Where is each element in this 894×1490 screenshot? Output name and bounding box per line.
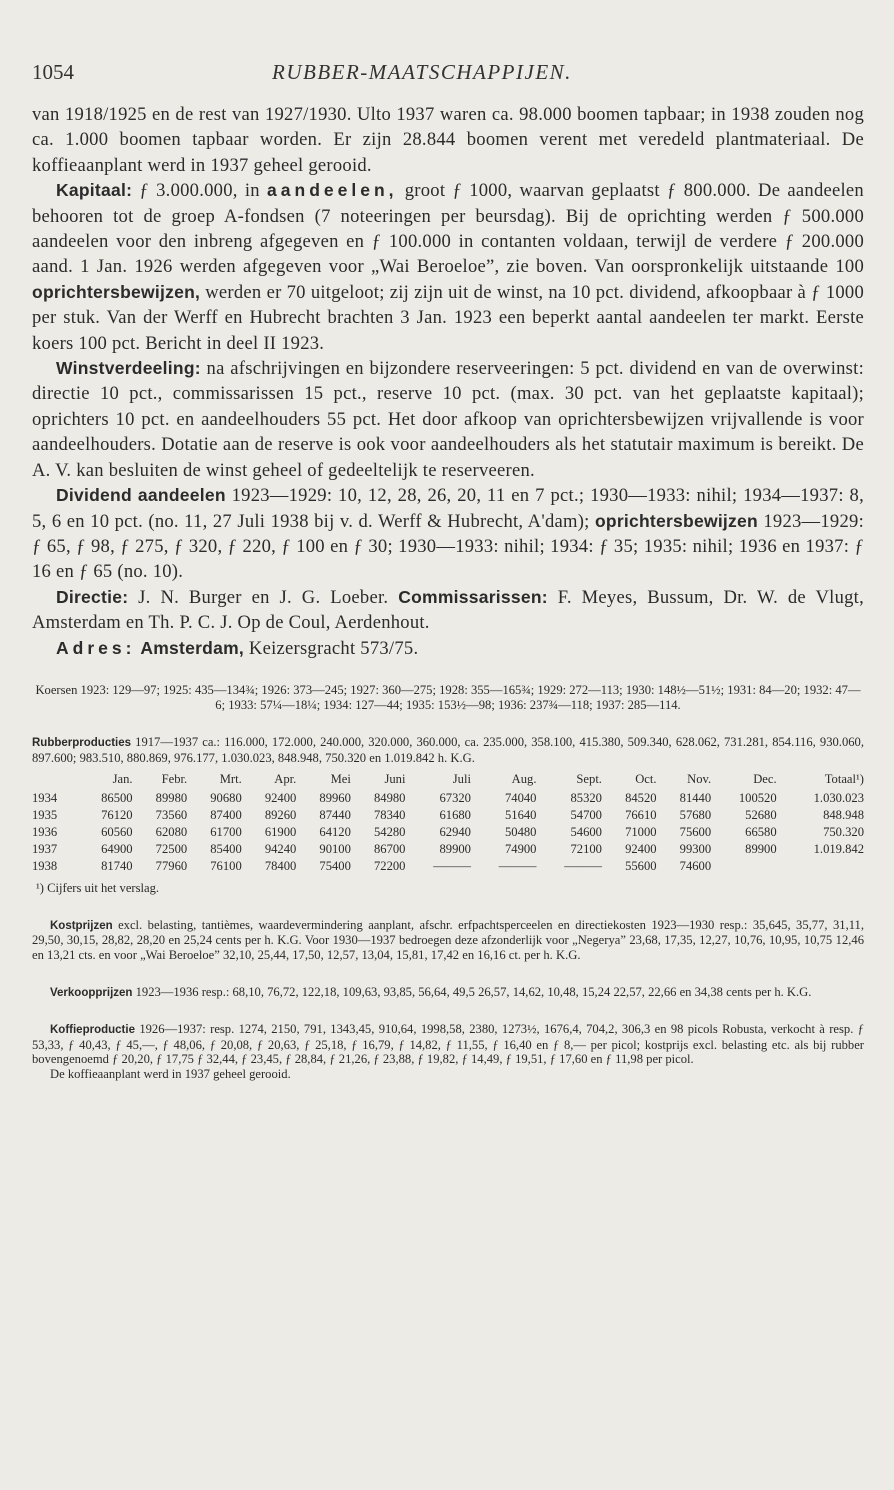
table-cell: 76120	[101, 808, 133, 823]
kapitaal-amount: ƒ 3.000.000, in	[139, 180, 260, 202]
table-row	[32, 790, 864, 807]
table-cell: 71000	[625, 825, 657, 840]
table-cell: 50480	[504, 825, 537, 840]
kapitaal-text: groot ƒ 1000, waarvan geplaatst ƒ 800.000. De aandeelen behooren tot de groep A-fondsen (7 noteeringen per beursdag). Bij de oprichting werden ƒ 500.000 aandeelen voor den inbreng afgegeven en ƒ 100.000 in contanten voldaan, terwijl de verdere ƒ 200.000 aand. 1 Jan. 1926 werden afgegeven voor „Wai Beroeloe”, zie boven. Van oorspronkelijk uitstaande 100	[32, 180, 864, 278]
table-cell: 1934	[32, 791, 58, 806]
table-cell: 1.019.842	[813, 842, 864, 857]
rubber-section	[32, 735, 864, 896]
table-cell: 1937	[32, 842, 58, 857]
kostprijzen-paragraph	[32, 918, 864, 963]
table-cell: 87440	[319, 808, 351, 823]
table-row	[32, 807, 864, 824]
table-cell: 92400	[625, 842, 657, 857]
table-cell: 89260	[264, 808, 297, 823]
table-row	[32, 858, 864, 875]
table-cell: 89900	[439, 842, 471, 857]
table-cell: 99300	[679, 842, 712, 857]
oprichtersbewijzen-label: oprichtersbewijzen,	[32, 281, 201, 302]
table-cell	[777, 858, 864, 875]
table-cell: 54280	[373, 825, 406, 840]
table-cell: 51640	[504, 808, 537, 823]
column-header: Febr.	[161, 772, 188, 787]
winst-label: Winstverdeeling:	[56, 358, 201, 379]
table-cell: 87400	[210, 808, 242, 823]
table-cell: ———	[433, 859, 471, 874]
intro-paragraph: van 1918/1925 en de rest van 1927/1930. Ulto 1937 waren ca. 98.000 boomen tapbaar; in 1938 zouden nog ca. 1.000 boomen tapbaar worden. Er zijn 28.844 boomen verent met veredeld plantmateriaal. De koffieaanplant werd in 1937 geheel gerooid.	[32, 104, 864, 176]
table-cell: 64900	[101, 842, 133, 857]
table-cell: 67320	[439, 791, 471, 806]
table-cell: 73560	[155, 808, 188, 823]
rubber-text: 1917—1937 ca.: 116.000, 172.000, 240.000, 320.000, 360.000, ca. 235.000, 358.100, 415.380, 509.340, 628.062, 731.281, 854.116, 930.060, 897.600; 983.510, 880.869, 976.177, 1.030.023, 848.948, 750.320 en 1.019.842 h. K.G.	[32, 734, 864, 765]
column-header: Sept.	[576, 772, 602, 787]
table-cell: 74600	[679, 859, 712, 874]
rubber-label: Rubberproducties	[32, 736, 132, 749]
table-cell: 848.948	[823, 808, 864, 823]
column-header: Aug.	[511, 772, 537, 787]
dividend-paragraph	[32, 483, 864, 585]
table-cell: 54700	[570, 808, 602, 823]
table-cell: 72500	[155, 842, 188, 857]
dividend-text-2: 1923—1929: ƒ 65, ƒ 98, ƒ 275, ƒ 320, ƒ 220, ƒ 100 en ƒ 30; 1930—1933: nihil; 1934: ƒ 35; 1935: nihil; 1936 en 1937: ƒ 16 en ƒ 65 (no. 10).	[32, 510, 864, 583]
verkoopprijzen-text: 1923—1936 resp.: 68,10, 76,72, 122,18, 109,63, 93,85, 56,64, 49,5 26,57, 14,62, 10,48, 15,24 22,57, 22,66 en 34,38 cents per h. K.G.	[135, 984, 812, 999]
kapitaal-text-2: werden er 70 uitgeloot; zij zijn uit de winst, na 10 pct. dividend, afkoopbaar à ƒ 1000 per stuk. Van der Werff en Hubrecht brachten 3 Jan. 1923 een beperkt aantal aandeelen ter markt. Eerste koers 100 pct. Bericht in deel II 1923.	[32, 281, 865, 354]
table-cell: 52680	[745, 808, 777, 823]
table-cell: 74900	[504, 842, 537, 857]
table-cell: 64120	[319, 825, 351, 840]
column-header: Oct.	[635, 772, 657, 787]
table-cell: 57680	[679, 808, 712, 823]
column-header: Nov.	[687, 772, 712, 787]
verkoopprijzen-paragraph	[32, 985, 864, 1001]
column-header: Mrt.	[219, 772, 242, 787]
koersen-line: Koersen 1923: 129—97; 1925: 435—134¾; 1926: 373—245; 1927: 360—275; 1928: 355—165¾; 1929: 272—113; 1930: 148½—51½; 1931: 84—20; 1932: 47—6; 1933: 57¼—18¼; 1934: 127—44; 1935: 153½—98; 1936: 237¾—118; 1937: 285—114.	[35, 682, 861, 712]
commissarissen-text: F. Meyes, Bussum, Dr. W. de Vlugt, Amsterdam en Th. P. C. J. Op de Coul, Aerdenhout.	[32, 586, 864, 634]
directie-text: J. N. Burger en J. G. Loeber.	[138, 586, 389, 608]
dividend-text: 1923—1929: 10, 12, 28, 26, 20, 11 en 7 pct.; 1930—1933: nihil; 1934—1937: 8, 5, 6 en 10 pct. (no. 11, 27 Juli 1938 bij v. d. Werff & Hubrecht, A'dam);	[32, 485, 864, 532]
winst-paragraph	[32, 356, 864, 483]
adres-paragraph	[32, 636, 864, 661]
koffieproductie-text: 1926—1937: resp. 1274, 2150, 791, 1343,45, 910,64, 1998,58, 2380, 1273½, 1676,4, 704,2, 306,3 en 98 picols Robusta, verkocht à resp. ƒ 53,33, ƒ 40,43, ƒ 45,—, ƒ 48,06, ƒ 20,08, ƒ 20,63, ƒ 25,18, ƒ 16,79, ƒ 14,82, ƒ 11,55, ƒ 16,40 en ƒ 8,— per picol; kostprijs excl. belasting etc. als bij rubber bovengenoemd ƒ 20,20, ƒ 17,75 ƒ 32,44, ƒ 23,45, ƒ 28,84, ƒ 21,26, ƒ 23,88, ƒ 19,82, ƒ 14,49, ƒ 19,51, ƒ 17,60 en ƒ 11,98 per picol.	[32, 1022, 864, 1067]
table-cell: 94240	[264, 842, 297, 857]
page-header	[32, 60, 864, 90]
verkoopprijzen-label: Verkoopprijzen	[50, 986, 133, 999]
column-header: Juni	[384, 772, 406, 787]
table-cell: 100520	[738, 791, 777, 806]
column-header: Apr.	[274, 772, 297, 787]
table-cell: 750.320	[823, 825, 864, 840]
column-header: Dec.	[753, 772, 777, 787]
table-cell: 84980	[373, 791, 406, 806]
table-cell: 92400	[264, 791, 297, 806]
column-header: Jan.	[112, 772, 133, 787]
table-cell: 72100	[570, 842, 602, 857]
table-cell: 89900	[745, 842, 777, 857]
rubber-paragraph	[32, 735, 864, 765]
table-cell: 76610	[625, 808, 657, 823]
table-cell: 75600	[679, 825, 712, 840]
oprichtersbewijzen-dividend-label: oprichtersbewijzen	[594, 510, 758, 531]
koffie-last-line: De koffieaanplant werd in 1937 geheel gerooid.	[50, 1066, 291, 1081]
table-cell: 62940	[439, 825, 471, 840]
main-text	[32, 102, 864, 661]
table-cell: 1938	[32, 859, 58, 874]
adres-city: Amsterdam,	[140, 637, 244, 658]
kostprijzen-label: Kostprijzen	[50, 919, 113, 932]
table-cell: 85400	[210, 842, 242, 857]
table-footnote: ¹) Cijfers uit het verslag.	[36, 881, 160, 896]
table-cell: 72200	[373, 859, 406, 874]
table-cell: 60560	[101, 825, 133, 840]
table-cell: 90680	[210, 791, 242, 806]
table-cell: 66580	[745, 825, 777, 840]
table-row	[32, 841, 864, 858]
table-cell: 81740	[101, 859, 133, 874]
kapitaal-paragraph	[32, 178, 864, 356]
table-cell: 61680	[439, 808, 471, 823]
column-header: Juli	[452, 772, 471, 787]
table-row	[32, 824, 864, 841]
directie-paragraph	[32, 585, 864, 636]
koffieproductie-label: Koffieproductie	[50, 1024, 135, 1037]
table-cell: 1935	[32, 808, 58, 823]
table-cell: 89960	[319, 791, 351, 806]
table-cell: 86700	[373, 842, 406, 857]
adres-label: Adres:	[56, 637, 136, 658]
table-cell: 90100	[319, 842, 351, 857]
table-cell: 61900	[264, 825, 297, 840]
table-cell: 78340	[373, 808, 406, 823]
table-cell: 55600	[625, 859, 657, 874]
table-cell: 85320	[570, 791, 602, 806]
table-cell: 74040	[504, 791, 537, 806]
column-header: Mei	[330, 772, 351, 787]
table-cell: 86500	[101, 791, 133, 806]
page-number: 1054	[32, 60, 74, 84]
koffieproductie-paragraph	[32, 1022, 864, 1067]
kostprijzen-text: excl. belasting, tantièmes, waardevermindering aanplant, afschr. erfpachtsperceelen en directiekosten 1923—1930 resp.: 35,645, 35,77, 31,11, 29,50, 30,15, 28,82, 28,20 en 25,24 cents per h. K.G. Voor 1930—1937 bedroegen deze afzonderlijk voor „Negerya” 23,68, 17,35, 12,27, 10,76, 10,95, 10,75 12,46 en 13,21 cts. en voor „Wai Beroeloe” 32,10, 25,44, 17,50, 12,57, 13,04, 15,81, 17,42 en 16,16 ct. per h. K.G.	[32, 917, 864, 962]
table-cell: 81440	[679, 791, 712, 806]
table-cell: 61700	[210, 825, 242, 840]
table-cell: 89980	[155, 791, 188, 806]
winst-text: na afschrijvingen en bijzondere reserveeringen: 5 pct. dividend en van de overwinst: directie 10 pct., commissarissen 15 pct., reserve 10 pct. (max. 30 pct. van het geplaatste kapitaal); oprichters 10 pct. en aandeelhouders 55 pct. Het door afkoop van oprichtersbewijzen vrijvallende is voor aandeelhouders. Dotatie aan de reserve is ook voor aandeelhouders als het statutair maximum is bereikt. De A. V. kan besluiten de winst geheel of gedeeltelijk te reserveeren.	[32, 358, 864, 481]
table-cell: 84520	[625, 791, 657, 806]
column-header	[32, 771, 78, 790]
table-cell: 54600	[570, 825, 602, 840]
table-cell: 1936	[32, 825, 58, 840]
column-header: Totaal¹)	[824, 772, 864, 787]
table-cell: ———	[498, 859, 537, 874]
adres-text: Keizersgracht 573/75.	[248, 637, 419, 659]
table-cell: 62080	[155, 825, 188, 840]
table-cell: ———	[564, 859, 602, 874]
commissarissen-label: Commissarissen:	[398, 586, 548, 607]
rubber-production-table	[32, 771, 864, 875]
table-cell: 75400	[319, 859, 351, 874]
running-title: RUBBER-MAATSCHAPPIJEN.	[272, 60, 572, 84]
aandeelen-label: aandeelen,	[267, 180, 398, 201]
table-cell: 78400	[264, 859, 297, 874]
table-cell: 77960	[155, 859, 188, 874]
dividend-label: Dividend aandeelen	[56, 485, 226, 506]
table-cell: 1.030.023	[813, 791, 864, 806]
table-cell: 76100	[210, 859, 242, 874]
kapitaal-label: Kapitaal:	[56, 180, 133, 201]
table-cell	[711, 858, 777, 875]
directie-label: Directie:	[56, 586, 129, 607]
table-header-row	[32, 771, 864, 790]
